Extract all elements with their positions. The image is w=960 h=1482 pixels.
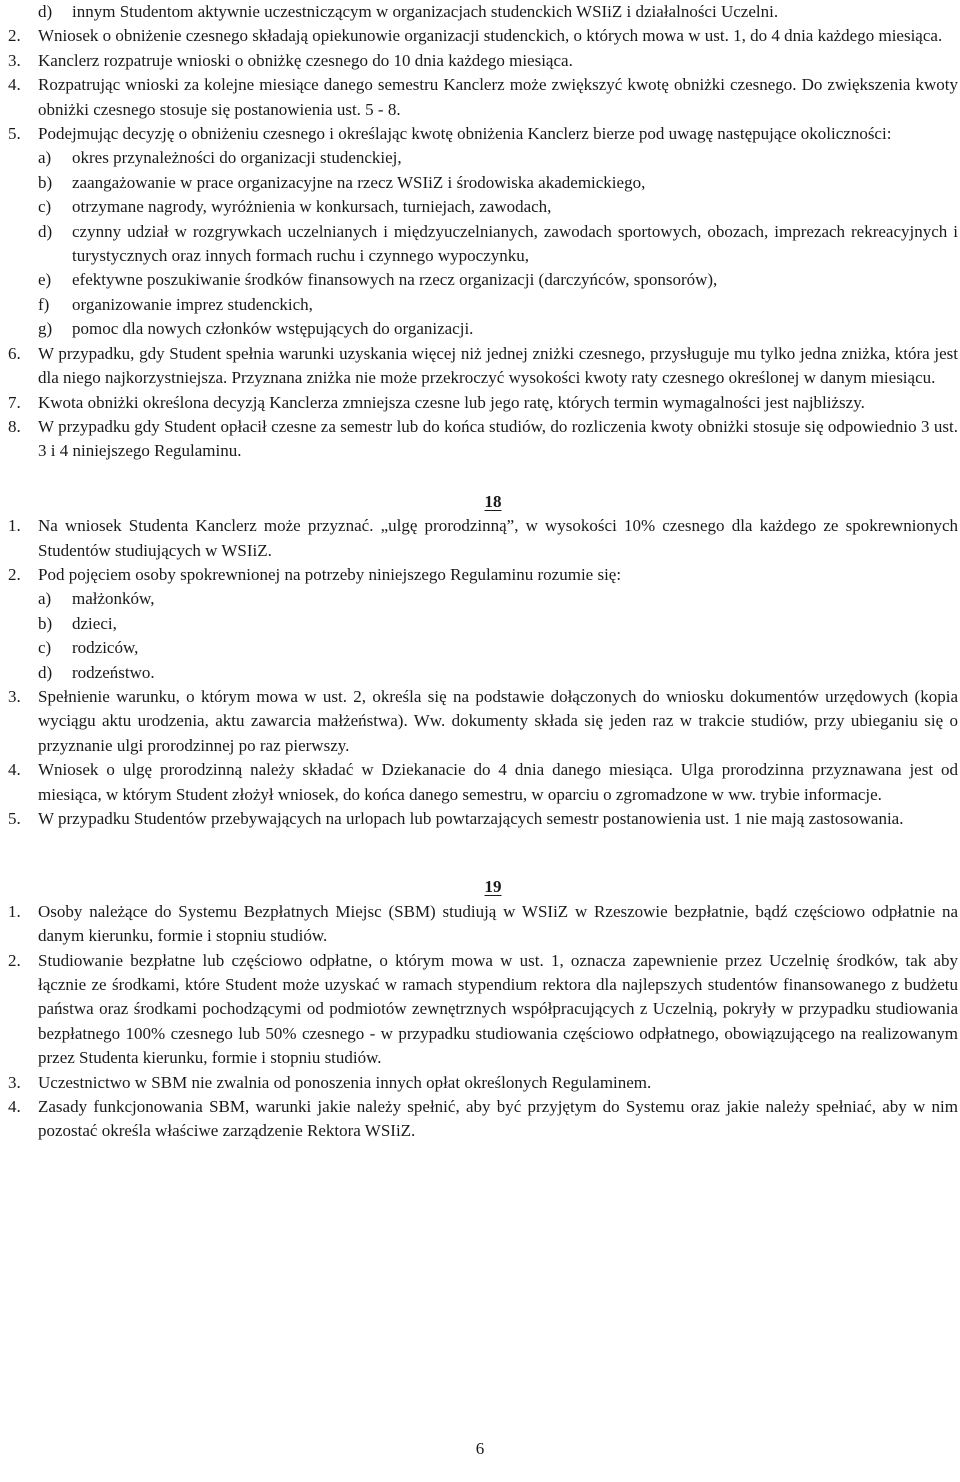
list-item	[8, 49, 958, 73]
list-item	[8, 391, 958, 415]
list-item	[8, 73, 958, 122]
regulation-block-continued	[8, 0, 958, 464]
item-number: 1.	[8, 901, 21, 921]
item-number: 4.	[8, 1097, 21, 1117]
item-number: 5.	[8, 124, 21, 144]
item-text: rodzeństwo.	[72, 662, 155, 682]
list-subitem	[8, 661, 958, 685]
item-text: Wniosek o obniżenie czesnego składają opiekunowie organizacji studenckich, o których mowa w ust. 1, do 4 dnia każdego miesiąca.	[38, 26, 943, 46]
item-number: 4.	[8, 75, 21, 95]
item-number: b)	[38, 172, 53, 192]
list-item	[8, 342, 958, 391]
item-text: efektywne poszukiwanie środków finansowych na rzecz organizacji (darczyńców, sponsorów),	[72, 270, 718, 290]
document-page	[8, 0, 958, 1144]
list-item	[8, 807, 958, 831]
spacer	[8, 464, 958, 490]
item-number: c)	[38, 638, 52, 658]
item-number: d)	[38, 2, 53, 21]
item-text: Uczestnictwo w SBM nie zwalnia od ponoszenia innych opłat określonych Regulaminem.	[38, 1072, 652, 1092]
item-number: a)	[38, 589, 52, 609]
list-item	[8, 514, 958, 563]
item-text: Studiowanie bezpłatne lub częściowo odpłatne, o którym mowa w ust. 1, oznacza zapewnienie przez Uczelnię środków, tak aby łącznie ze środkami, które Student może uzyskać w ramach stypendium rektora dla najlepszych studentów finansowanego z budżetu państwa oraz środkami pochodzącymi od podmiotów zewnętrznych współpracujących z Uczelnią, pokryły w przypadku studiowania bezpłatnego 100% czesnego lub 50% czesnego - w przypadku studiowania częściowo odpłatnego, obowiązującego na realizowanym przez Studenta kierunku, formie i stopniu studiów.	[38, 950, 958, 1068]
section-18-items	[8, 514, 958, 831]
item-text: Kwota obniżki określona decyzją Kanclerza zmniejsza czesne lub jego ratę, których termin wymagalności jest najbliższy.	[38, 392, 865, 412]
item-number: 3.	[8, 686, 21, 706]
item-text: Wniosek o ulgę prorodzinną należy składać w Dziekanacie do 4 dnia danego miesiąca. Ulga prorodzinna przyznawana jest od miesiąca, w którym Student złożył wniosek, do końca danego semestru, w oparciu o zgromadzone w ww. trybie informacje.	[38, 760, 958, 804]
item-number: d)	[38, 221, 53, 241]
item-number: g)	[38, 319, 53, 339]
item-text: W przypadku Studentów przebywających na urlopach lub powtarzających semestr postanowienia ust. 1 nie mają zastosowania.	[38, 809, 904, 828]
list-subitem	[8, 146, 958, 170]
list-item	[8, 1095, 958, 1144]
list-item	[8, 949, 958, 1071]
list-item	[8, 122, 958, 146]
item-text: małżonków,	[72, 589, 155, 609]
item-number: 7.	[8, 392, 21, 412]
item-text: Spełnienie warunku, o którym mowa w ust. 2, określa się na podstawie dołączonych do wniosku dokumentów urzędowych (kopia wyciągu aktu urodzenia, aktu zawarcia małżeństwa). Ww. dokumenty składa się jeden raz w trakcie studiów, przy ubieganiu się o przyznanie ulgi prorodzinnej po raz pierwszy.	[38, 686, 958, 755]
list-item	[8, 415, 958, 464]
list-item	[8, 685, 958, 758]
item-number: 2.	[8, 950, 21, 970]
item-number: e)	[38, 270, 52, 290]
item-text: okres przynależności do organizacji studenckiej,	[72, 148, 402, 168]
item-number: 3.	[8, 1072, 21, 1092]
item-number: 6.	[8, 343, 21, 363]
item-number: 2.	[8, 564, 21, 584]
item-text: Rozpatrując wnioski za kolejne miesiące danego semestru Kanclerz może zwiększyć kwotę obniżki czesnego. Do zwiększenia kwoty obniżki czesnego stosuje się postanowienia ust. 5 - 8.	[38, 75, 958, 119]
section-18-title: 18	[484, 491, 502, 511]
item-number: 2.	[8, 26, 21, 46]
spacer	[8, 831, 958, 875]
list-item	[8, 900, 958, 949]
item-text: Kanclerz rozpatruje wnioski o obniżkę czesnego do 10 dnia każdego miesiąca.	[38, 50, 573, 70]
item-number: c)	[38, 197, 52, 217]
item-text: W przypadku gdy Student opłacił czesne za semestr lub do końca studiów, do rozliczenia kwoty obniżki stosuje się odpowiednio 3 ust. 3 i 4 niniejszego Regulaminu.	[38, 416, 958, 461]
list-subitem	[8, 171, 958, 195]
item-number: f)	[38, 294, 50, 314]
item-number: 3.	[8, 50, 21, 70]
item-text: czynny udział w rozgrywkach uczelnianych i międzyuczelnianych, zawodach sportowych, obozach, imprezach rekreacyjnych i turystycznych oraz innych formach ruchu i czynnego wypoczynku,	[72, 221, 958, 266]
list-subitem	[8, 636, 958, 660]
item-number: b)	[38, 613, 53, 633]
list-item	[8, 758, 958, 807]
list-subitem	[8, 220, 958, 269]
item-number: 8.	[8, 416, 21, 436]
item-number: a)	[38, 148, 52, 168]
item-text: innym Studentom aktywnie uczestniczącym w organizacjach studenckich WSIiZ i działalności Uczelni.	[72, 2, 779, 21]
item-text: organizowanie imprez studenckich,	[72, 294, 313, 314]
list-subitem	[8, 612, 958, 636]
list-subitem	[8, 293, 958, 317]
section-19-title: 19	[484, 877, 502, 897]
item-text: dzieci,	[72, 613, 117, 633]
list-subitem	[8, 195, 958, 219]
item-number: 4.	[8, 760, 21, 780]
list-item	[8, 24, 958, 48]
list-subitem	[8, 268, 958, 292]
page-number: 6	[475, 1439, 485, 1458]
list-subitem	[8, 317, 958, 341]
item-text: Na wniosek Studenta Kanclerz może przyznać. „ulgę prorodzinną”, w wysokości 10% czesnego dla każdego ze spokrewnionych Studentów studiujących w WSIiZ.	[38, 516, 958, 560]
item-text: otrzymane nagrody, wyróżnienia w konkursach, turniejach, zawodach,	[72, 197, 552, 217]
item-number: 5.	[8, 809, 21, 828]
item-text: zaangażowanie w prace organizacyjne na rzecz WSIiZ i środowiska akademickiego,	[72, 172, 646, 192]
list-subitem	[8, 0, 958, 24]
item-text: Osoby należące do Systemu Bezpłatnych Miejsc (SBM) studiują w WSIiZ w Rzeszowie bezpłatnie, bądź częściowo odpłatnie na danym kierunku, formie i stopniu studiów.	[38, 901, 958, 946]
item-text: W przypadku, gdy Student spełnia warunki uzyskania więcej niż jednej zniżki czesnego, przysługuje mu tylko jedna zniżka, która jest dla niego najkorzystniejsza. Przyznana zniżka nie może przekroczyć wysokości kwoty raty czesnego określonej w danym miesiącu.	[38, 343, 958, 388]
item-text: Podejmując decyzję o obniżeniu czesnego i określając kwotę obniżenia Kanclerz bierze pod uwagę następujące okoliczności:	[38, 124, 892, 144]
item-text: pomoc dla nowych członków wstępujących do organizacji.	[72, 319, 474, 339]
list-item	[8, 563, 958, 587]
list-item	[8, 1071, 958, 1095]
item-number: d)	[38, 662, 53, 682]
item-text: Zasady funkcjonowania SBM, warunki jakie należy spełnić, aby być przyjętym do Systemu oraz jakie należy spełniać, aby w nim pozostać określa właściwe zarządzenie Rektora WSIiZ.	[38, 1097, 958, 1141]
item-text: rodziców,	[72, 638, 139, 658]
section-19-items	[8, 900, 958, 1144]
item-number: 1.	[8, 516, 21, 536]
item-text: Pod pojęciem osoby spokrewnionej na potrzeby niniejszego Regulaminu rozumie się:	[38, 564, 622, 584]
list-subitem	[8, 587, 958, 611]
